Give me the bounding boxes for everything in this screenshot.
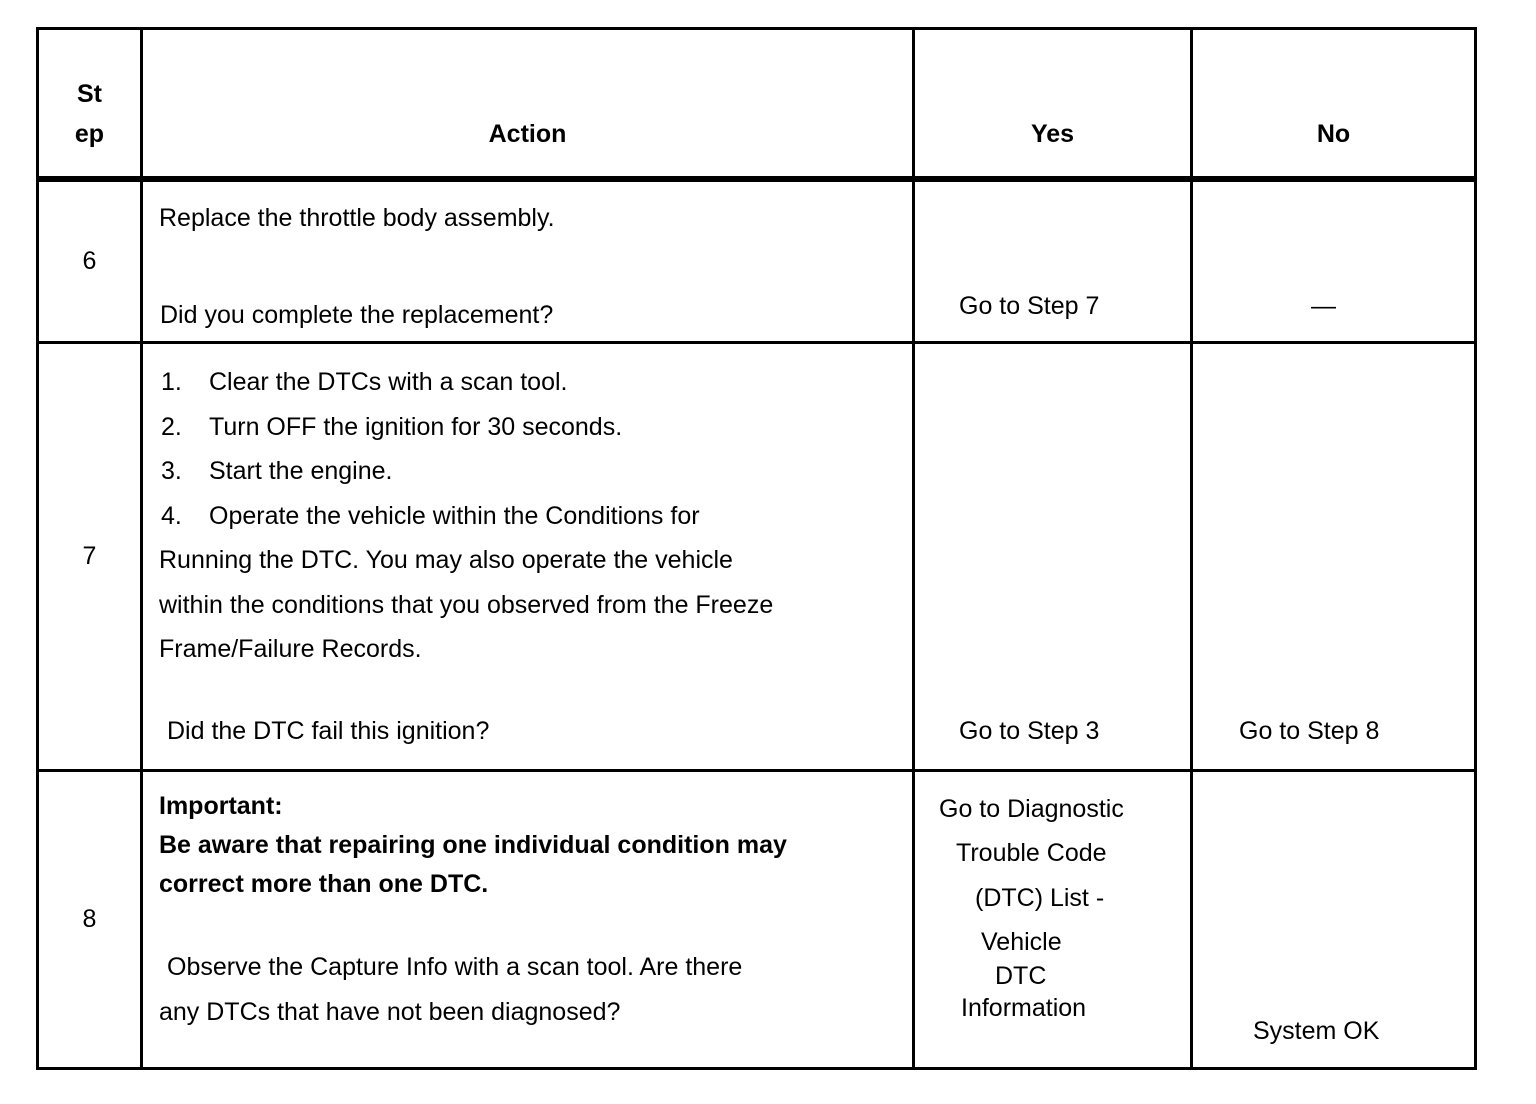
yes-result-line: (DTC) List -	[975, 884, 1105, 912]
table-row-step-7	[38, 343, 1476, 771]
action-question-line: Observe the Capture Info with a scan tool. Are there	[167, 953, 743, 981]
step-number: 7	[38, 343, 142, 771]
no-result: —	[1311, 291, 1336, 320]
table-header-row	[38, 29, 1476, 179]
action-instruction: Replace the throttle body assembly.	[159, 203, 555, 232]
yes-cell	[914, 771, 1192, 1069]
action-cell	[142, 179, 914, 343]
yes-result-line: DTC	[995, 962, 1047, 990]
header-action: Action	[142, 29, 914, 179]
list-item: 1. Clear the DTCs with a scan tool.	[161, 368, 568, 396]
action-continuation-line: Frame/Failure Records.	[159, 635, 422, 663]
header-step: St ep	[38, 29, 142, 179]
action-cell	[142, 343, 914, 771]
diagnostic-procedure-table	[36, 27, 1477, 1070]
list-item: 3. Start the engine.	[161, 457, 393, 485]
header-yes: Yes	[914, 29, 1192, 179]
yes-cell	[914, 179, 1192, 343]
yes-result: Go to Step 7	[959, 291, 1100, 320]
action-body	[159, 360, 773, 672]
action-cell	[142, 771, 914, 1069]
action-question: Did you complete the replacement?	[160, 300, 554, 329]
yes-result-line: Information	[961, 994, 1087, 1022]
yes-result-line: Go to Diagnostic	[939, 795, 1124, 823]
yes-result-line: Trouble Code	[956, 839, 1107, 867]
important-note-line: correct more than one DTC.	[159, 870, 489, 898]
action-continuation-line: Running the DTC. You may also operate the vehicle	[159, 546, 733, 574]
no-cell	[1192, 343, 1476, 771]
important-note-line: Be aware that repairing one individual condition may	[159, 831, 787, 859]
important-label: Important:	[159, 792, 283, 820]
table-row-step-6	[38, 179, 1476, 343]
yes-cell	[914, 343, 1192, 771]
yes-result: Go to Step 3	[959, 717, 1100, 745]
table-row-step-8	[38, 771, 1476, 1069]
step-number: 8	[38, 771, 142, 1069]
header-no: No	[1192, 29, 1476, 179]
action-step-list	[159, 360, 773, 538]
yes-result-line: Vehicle	[981, 928, 1062, 956]
action-continuation-line: within the conditions that you observed from the Freeze	[159, 590, 774, 619]
no-result: Go to Step 8	[1239, 717, 1380, 745]
no-result: System OK	[1253, 1017, 1380, 1045]
list-item: 2. Turn OFF the ignition for 30 seconds.	[161, 412, 623, 441]
action-question: Did the DTC fail this ignition?	[167, 717, 490, 745]
action-question-line: any DTCs that have not been diagnosed?	[159, 998, 621, 1026]
step-number: 6	[38, 179, 142, 343]
no-cell	[1192, 179, 1476, 343]
no-cell	[1192, 771, 1476, 1069]
list-item: 4. Operate the vehicle within the Conditions for	[161, 501, 700, 530]
